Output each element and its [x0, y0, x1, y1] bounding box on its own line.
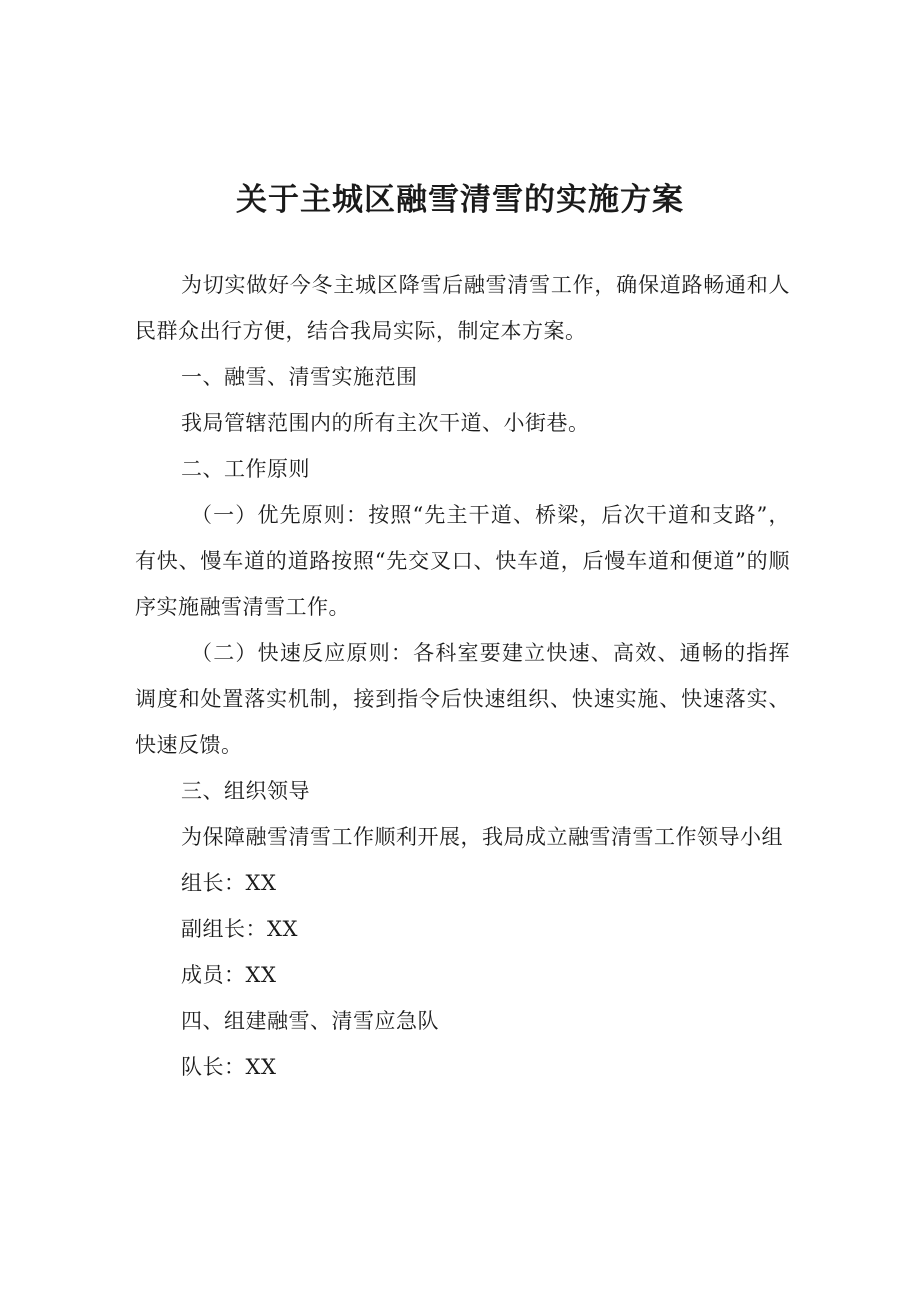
intro-paragraph: 为切实做好今冬主城区降雪后融雪清雪工作，确保道路畅通和人民群众出行方便，结合我局实际，制定本方案。: [135, 273, 790, 343]
principle-priority-paragraph: （一）优先原则：按照“先主干道、桥梁，后次干道和支路”，有快、慢车道的道路按照“先交叉口、快车道，后慢车道和便道”的顺序实施融雪清雪工作。: [135, 503, 790, 619]
section-heading-team: 四、组建融雪、清雪应急队: [181, 1009, 439, 1033]
section-heading-scope: 一、融雪、清雪实施范围: [181, 365, 418, 389]
members-line: 成员：XX: [181, 963, 277, 987]
section-heading-leadership: 三、组织领导: [181, 779, 310, 803]
leader-line: 组长：XX: [181, 871, 277, 895]
document-body: [135, 262, 790, 1090]
section-heading-principles: 二、工作原则: [181, 457, 310, 481]
leadership-paragraph: 为保障融雪清雪工作顺利开展，我局成立融雪清雪工作领导小组: [181, 825, 783, 849]
deputy-leader-line: 副组长：XX: [181, 917, 298, 941]
principle-response-paragraph: （二）快速反应原则：各科室要建立快速、高效、通畅的指挥调度和处置落实机制，接到指令后快速组织、快速实施、快速落实、快速反馈。: [135, 641, 790, 757]
document-title: 关于主城区融雪清雪的实施方案: [236, 182, 684, 218]
scope-paragraph: 我局管辖范围内的所有主次干道、小街巷。: [181, 411, 590, 435]
team-captain-line: 队长：XX: [181, 1055, 277, 1079]
